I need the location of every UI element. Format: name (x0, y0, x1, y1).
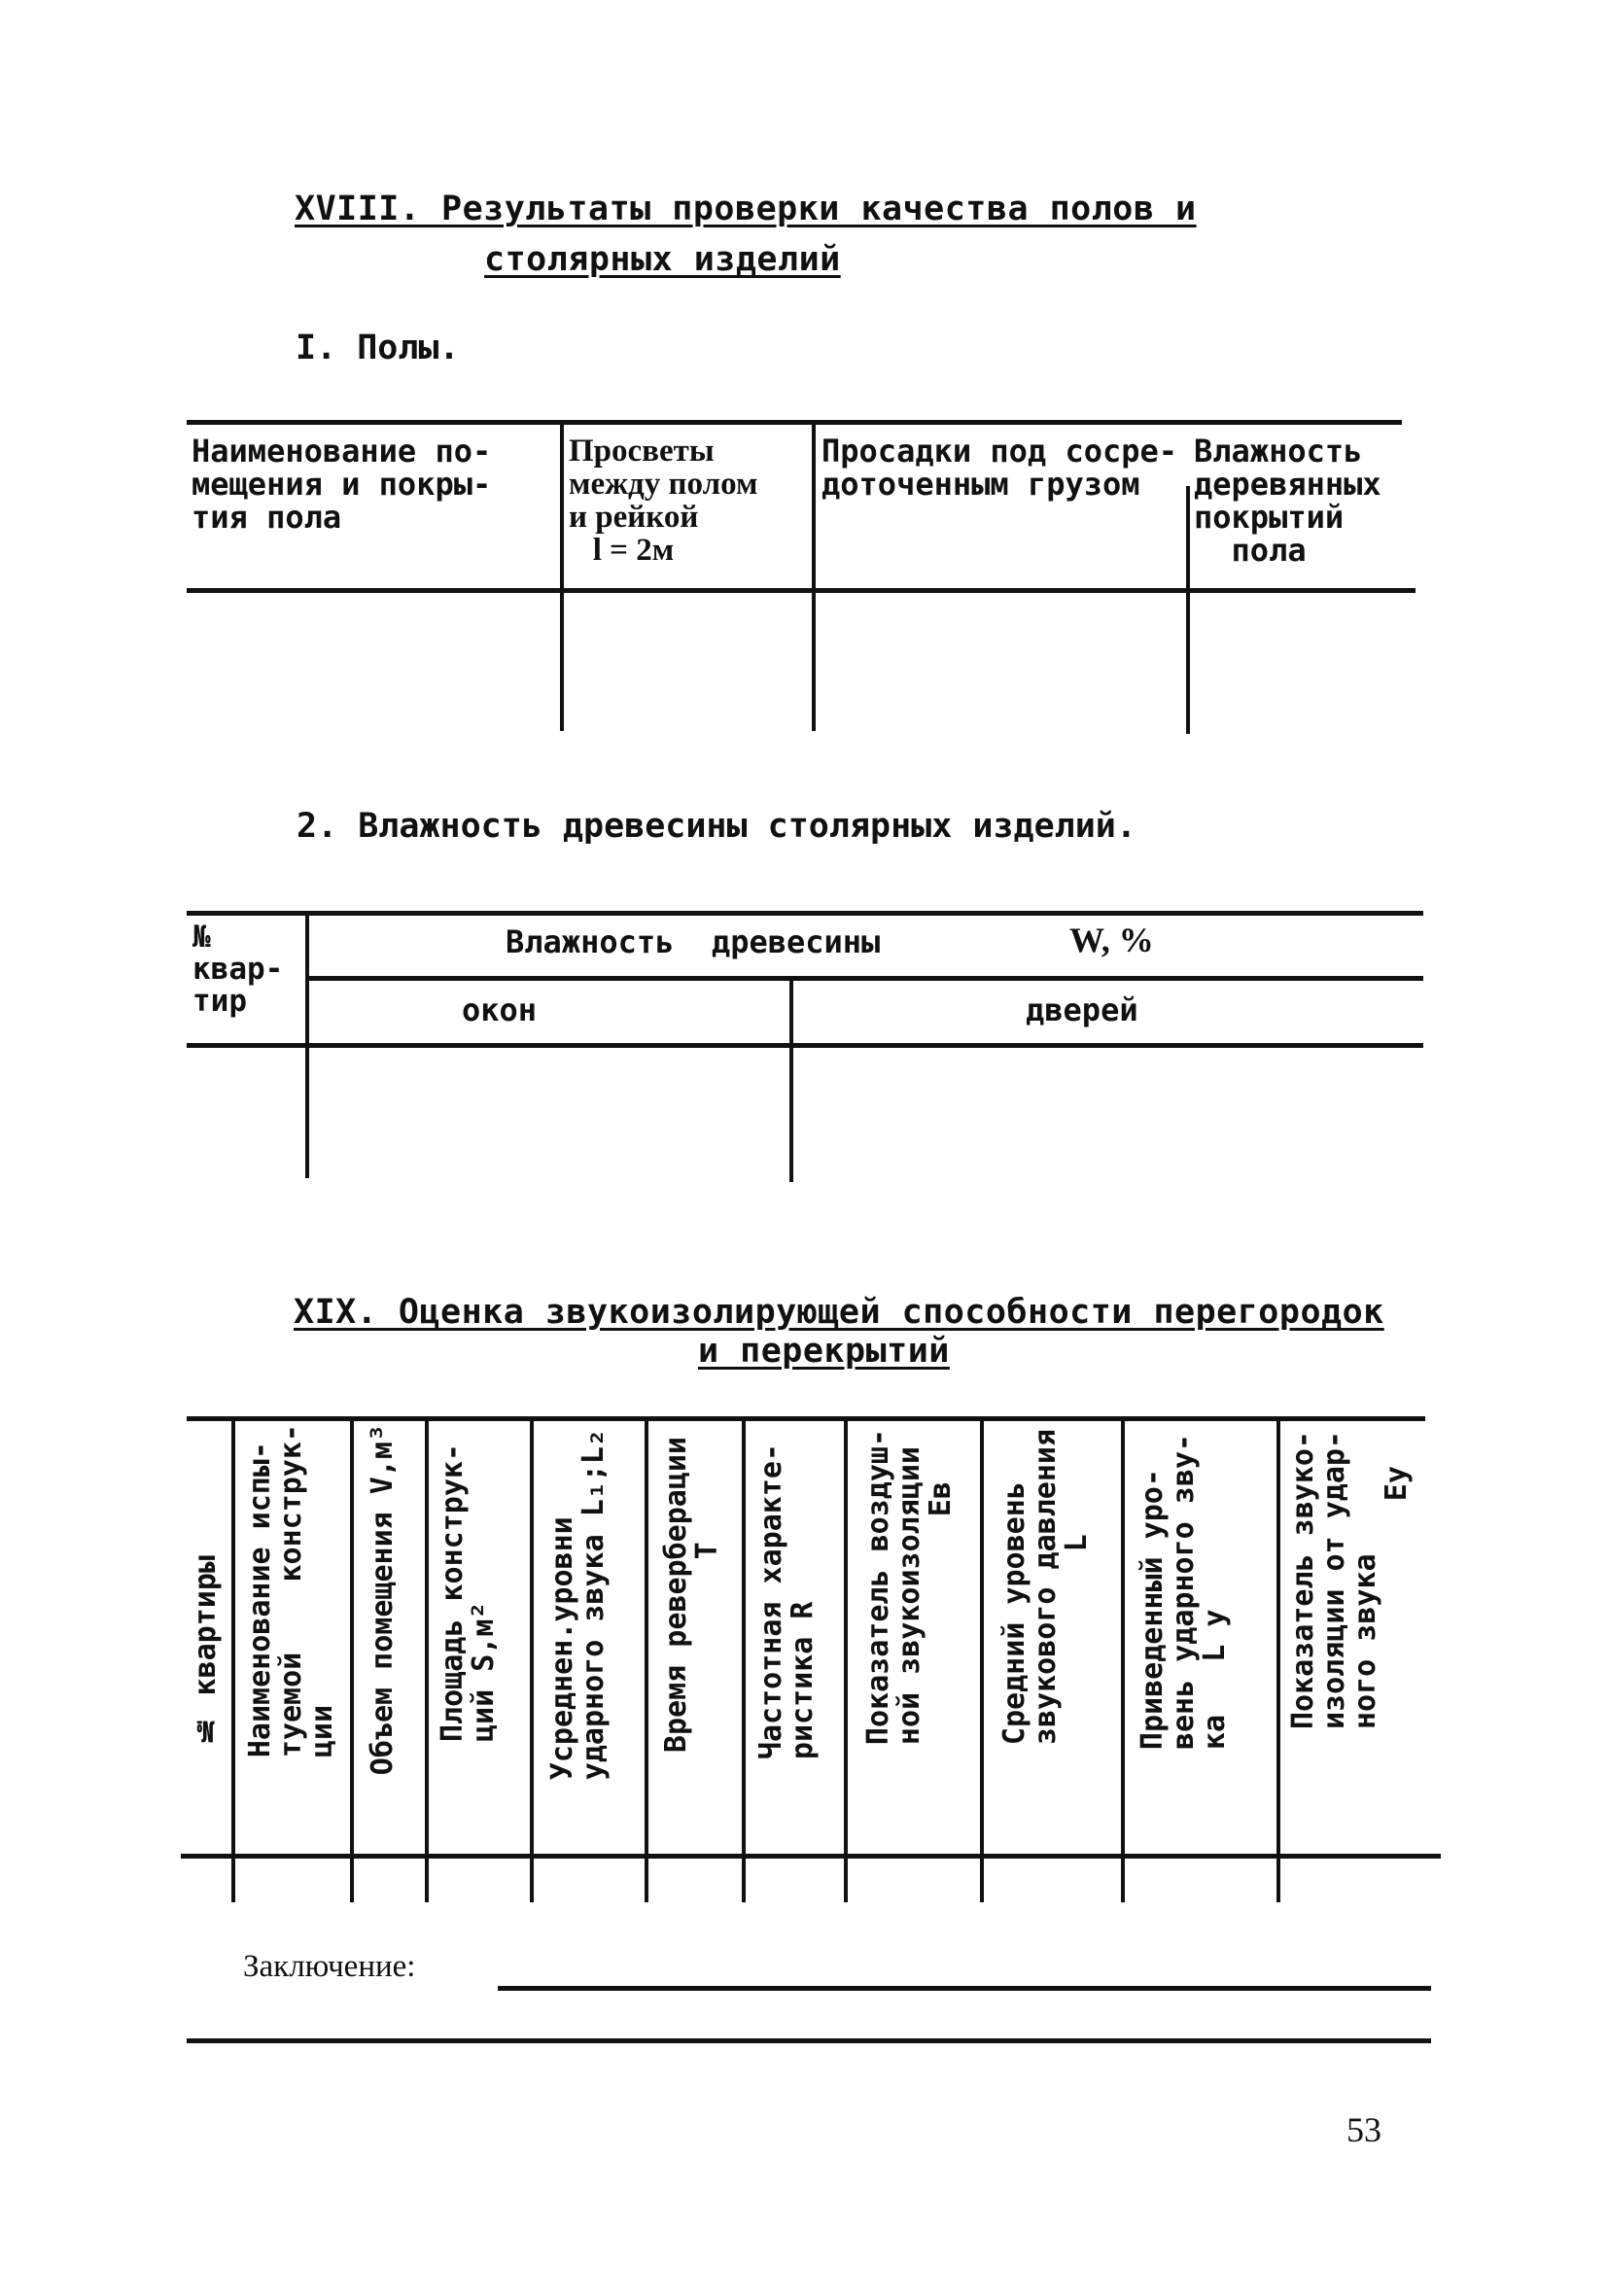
floors-col-room: Наименование по- мещения и покры- тия пола (192, 433, 492, 536)
sound-col-airborne-index: Показатель воздуш- ной звукоизоляции Eв (861, 1429, 958, 1746)
sound-col-volume: Объем помещения V,м³ (366, 1424, 400, 1776)
joinery-col-apartment: № квар- тир (192, 920, 284, 1019)
joinery-group-header: Влажность древесины (506, 923, 881, 960)
section-19-title-line2: и перекрытий (698, 1332, 950, 1371)
floors-col-moisture: Влажность деревянных покрытий пола (1194, 433, 1381, 569)
sound-col-impact-levels: Усреднен.уровни ударного звука L₁;L₂ (545, 1429, 611, 1781)
floors-col-gaps: Просветы между полом и рейкой l = 2м (569, 434, 758, 568)
subsection-floors: I. Полы. (296, 329, 460, 367)
conclusion-label: Заключение: (243, 1949, 416, 1984)
joinery-col-windows: окон (462, 991, 538, 1028)
page-number: 53 (1346, 2110, 1381, 2149)
joinery-col-doors: дверей (1026, 991, 1138, 1028)
section-19-title-line1: XIX. Оценка звукоизолирующей способности перегородок (294, 1293, 1384, 1332)
sound-col-frequency: Частотная характе- ристика R (754, 1444, 820, 1760)
sound-col-pressure-level: Средний уровень звукового давления L (997, 1429, 1094, 1746)
floors-col-subsidence: Просадки под сосре- доточенным грузом (821, 433, 1178, 503)
section-18-title-line1: XVIII. Результаты проверки качества полов и (295, 190, 1197, 228)
conclusion-line-1 (498, 1986, 1431, 1991)
joinery-group-unit: W, % (1069, 921, 1154, 959)
conclusion-line-2 (187, 2038, 1431, 2043)
sound-col-construction: Наименование испы- туемой конструк- ции (243, 1424, 339, 1758)
sound-col-apartment: № квартиры (189, 1555, 223, 1748)
sound-col-area: Площадь конструк- ций S,м² (436, 1444, 501, 1743)
section-18-title-line2: столярных изделий (484, 240, 841, 279)
sound-col-impact-index: Показатель звуко- изоляции от удар- ного звука Eу (1286, 1431, 1414, 1730)
sound-col-reduced-impact: Приведенный уро- вень ударного зву- ка L у (1136, 1434, 1232, 1751)
sound-col-reverberation: Время реверберации T (659, 1437, 724, 1754)
subsection-joinery-moisture: 2. Влажность древесины столярных изделий. (297, 807, 1136, 846)
